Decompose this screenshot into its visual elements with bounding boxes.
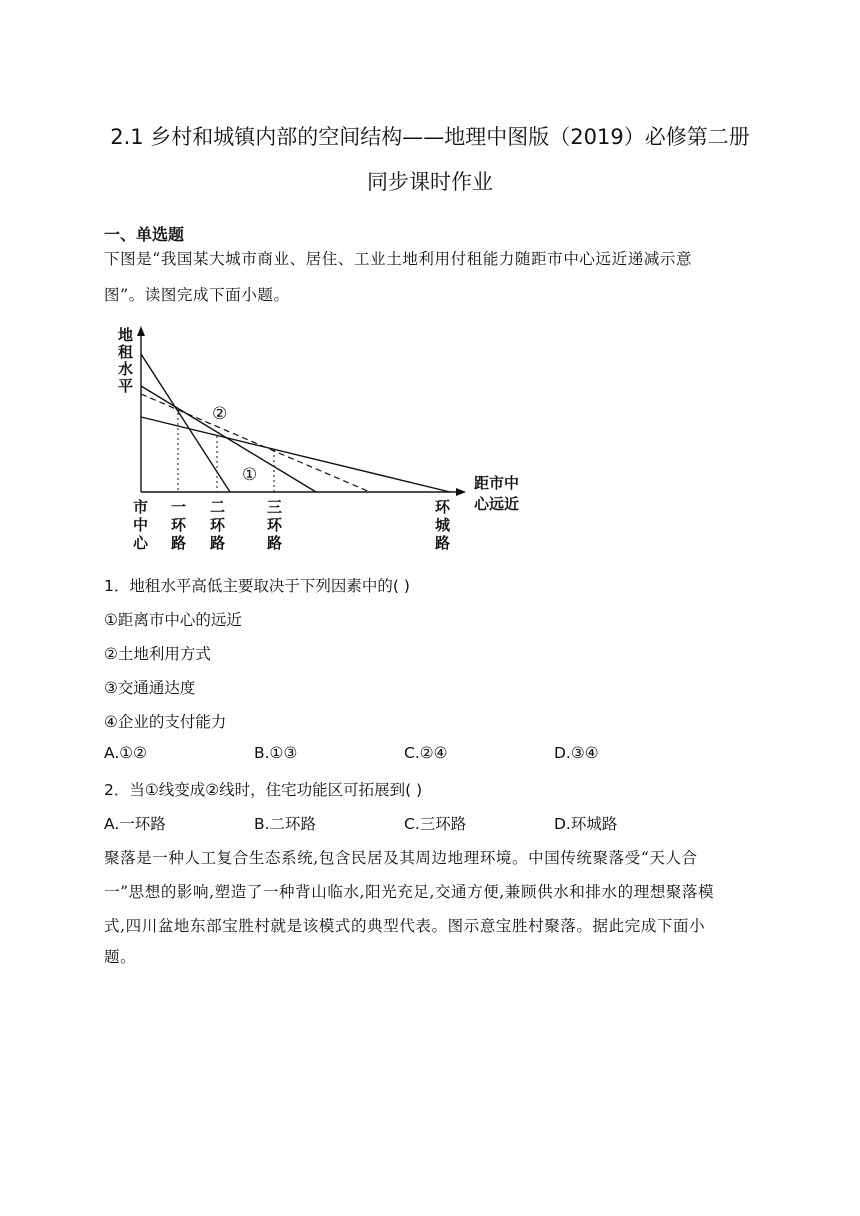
q1-stem: 1．地租水平高低主要取决于下列因素中的( ): [104, 577, 410, 595]
q2-option-a: A.一环路: [104, 815, 166, 833]
marker-1: ①: [242, 465, 258, 485]
x-axis-arrow: [456, 488, 466, 496]
section-heading: 一、单选题: [104, 225, 185, 244]
page-title-line1: 2.1 乡村和城镇内部的空间结构——地理中图版（2019）必修第二册: [110, 125, 750, 149]
passage-line-2: 一”思想的影响,塑造了一种背山临水,阳光充足,交通方便,兼顾供水和排水的理想聚落模: [104, 883, 715, 901]
tick-ring3-2: 环: [267, 516, 283, 534]
tick-ring1-2: 环: [171, 516, 187, 534]
passage-line-1: 聚落是一种人工复合生态系统,包含民居及其周边地理环境。中国传统聚落受“天人合: [104, 849, 698, 867]
tick-ring1-3: 路: [171, 534, 187, 552]
page-title-line2: 同步课时作业: [367, 170, 493, 194]
passage-line-4: 题。: [104, 948, 137, 966]
tick-ring2-3: 路: [210, 534, 226, 552]
q1-item-3: ③交通通达度: [104, 679, 196, 697]
q2-option-c: C.三环路: [404, 815, 467, 833]
tick-ring3-3: 路: [267, 534, 283, 552]
q2-option-b: B.二环路: [254, 815, 317, 833]
residential-rent-line-1: [141, 386, 316, 492]
y-label-char-3: 水: [118, 360, 134, 378]
tick-outer-1: 环: [435, 498, 451, 516]
q1-item-1: ①距离市中心的远近: [104, 611, 242, 629]
q1-option-b: B.①③: [254, 744, 298, 762]
q2-stem: 2．当①线变成②线时，住宅功能区可拓展到( ): [104, 781, 423, 799]
q1-item-2: ②土地利用方式: [104, 645, 211, 663]
y-label-char-4: 平: [118, 377, 134, 395]
tick-center-3: 心: [133, 534, 149, 552]
y-axis-arrow: [137, 326, 145, 336]
passage-line-3: 式,四川盆地东部宝胜村就是该模式的典型代表。图示意宝胜村聚落。据此完成下面小: [104, 917, 706, 935]
tick-ring1-1: 一: [171, 498, 187, 516]
tick-outer-2: 城: [435, 516, 451, 534]
y-label-char-1: 地: [118, 326, 134, 344]
land-rent-figure: [110, 320, 540, 555]
q2-option-d: D.环城路: [554, 815, 618, 833]
marker-2: ②: [212, 404, 228, 424]
intro-line-2: 图”。读图完成下面小题。: [104, 286, 290, 304]
q1-option-d: D.③④: [554, 744, 599, 762]
q1-option-c: C.②④: [404, 744, 448, 762]
q1-option-a: A.①②: [104, 744, 148, 762]
x-label-line-1: 距市中: [474, 474, 520, 492]
y-label-char-2: 租: [118, 343, 134, 361]
tick-ring2-1: 二: [210, 498, 226, 516]
tick-ring2-2: 环: [210, 516, 226, 534]
q1-item-4: ④企业的支付能力: [104, 713, 227, 731]
tick-center-2: 中: [133, 516, 149, 534]
tick-center-1: 市: [133, 498, 149, 516]
x-label-line-2: 心远近: [474, 495, 520, 513]
industrial-rent-line: [141, 417, 450, 492]
intro-line-1: 下图是“我国某大城市商业、居住、工业土地利用付租能力随距市中心远近递减示意: [104, 250, 693, 268]
tick-outer-3: 路: [435, 534, 451, 552]
tick-ring3-1: 三: [267, 498, 283, 516]
